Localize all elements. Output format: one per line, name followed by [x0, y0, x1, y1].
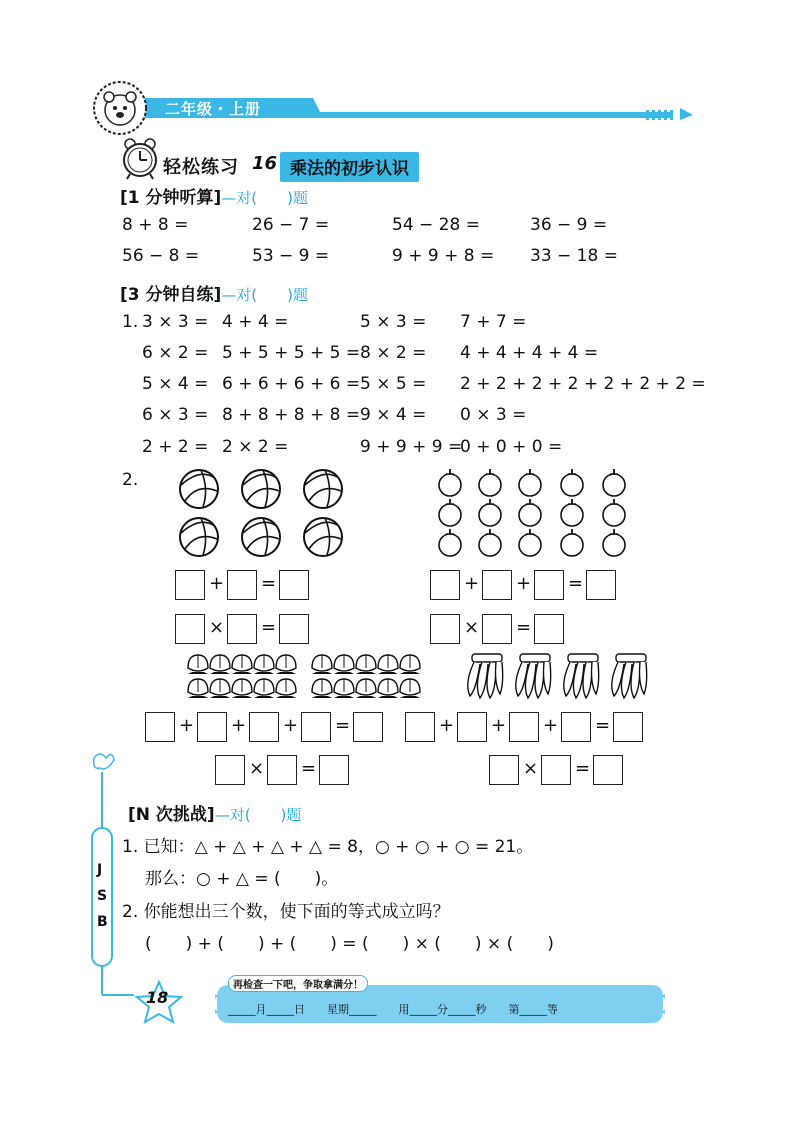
page-number: 18: [146, 988, 169, 1007]
self-eq: 2 + 2 + 2 + 2 + 2 + 2 + 2 =: [460, 374, 706, 394]
footer-date-line: _____月_____日 星期_____ 用_____分_____秒 第_____等: [228, 1003, 558, 1016]
answer-box[interactable]: [534, 614, 564, 644]
self-eq: 5 × 4 =: [142, 374, 209, 394]
answer-box[interactable]: [175, 614, 205, 644]
bananas-group: [462, 652, 652, 702]
plus-sign: +: [231, 715, 247, 736]
section-challenge-score: —对( )题: [214, 806, 302, 824]
listen-eq: 56 − 8 =: [122, 246, 200, 266]
question-1-label: 1.: [122, 312, 139, 332]
answer-box[interactable]: [197, 712, 227, 742]
section-self-score: —对( )题: [221, 286, 309, 304]
self-eq: 3 × 3 =: [142, 312, 209, 332]
answer-box[interactable]: [509, 712, 539, 742]
self-eq: 2 + 2 =: [142, 437, 209, 457]
answer-box[interactable]: [279, 614, 309, 644]
answer-box[interactable]: [430, 570, 460, 600]
self-eq: 2 × 2 =: [222, 437, 289, 457]
self-eq: 8 + 8 + 8 + 8 =: [222, 405, 361, 425]
self-eq: 5 × 3 =: [360, 312, 427, 332]
self-eq: 9 + 9 + 9 =: [360, 437, 463, 457]
challenge-q1-answer: 那么：○ + △ = ( )。: [145, 869, 339, 889]
section-listen: [120, 183, 308, 208]
answer-box[interactable]: [301, 712, 331, 742]
lesson-label: 轻松练习: [163, 157, 239, 178]
answer-box[interactable]: [489, 755, 519, 785]
question-2-label: 2.: [122, 470, 139, 490]
plus-sign: +: [209, 573, 225, 594]
times-sign: ×: [249, 758, 265, 779]
answer-box[interactable]: [227, 570, 257, 600]
self-eq: 0 × 3 =: [460, 405, 527, 425]
section-self: [120, 280, 308, 305]
challenge-q1: 1. 已知：△ + △ + △ + △ = 8，○ + ○ + ○ = 21。: [122, 837, 534, 857]
grade-title: 二年级・上册: [165, 100, 262, 118]
answer-box[interactable]: [405, 712, 435, 742]
answer-box[interactable]: [227, 614, 257, 644]
side-decoration: [84, 750, 134, 1020]
equals-sign: =: [261, 617, 277, 638]
side-letter: J: [97, 862, 103, 878]
footer-tip: 再检查一下吧，争取拿满分！: [228, 975, 368, 992]
answer-box[interactable]: [279, 570, 309, 600]
self-eq: 0 + 0 + 0 =: [460, 437, 563, 457]
answer-box[interactable]: [613, 712, 643, 742]
equals-sign: =: [301, 758, 317, 779]
answer-box[interactable]: [534, 570, 564, 600]
self-eq: 5 × 5 =: [360, 374, 427, 394]
times-sign: ×: [464, 617, 480, 638]
plus-sign: +: [464, 573, 480, 594]
challenge-q2-equation: ( ) + ( ) + ( ) = ( ) × ( ) × ( ): [145, 934, 554, 954]
self-eq: 6 × 2 =: [142, 343, 209, 363]
side-letter: S: [97, 888, 108, 904]
section-self-title: [3 分钟自练]: [120, 285, 222, 305]
plus-sign: +: [543, 715, 559, 736]
answer-box[interactable]: [541, 755, 571, 785]
answer-box[interactable]: [561, 712, 591, 742]
balls-group: [170, 465, 350, 560]
listen-eq: 26 − 7 =: [252, 215, 330, 235]
answer-box[interactable]: [215, 755, 245, 785]
answer-box[interactable]: [267, 755, 297, 785]
self-eq: 5 + 5 + 5 + 5 =: [222, 343, 361, 363]
answer-box[interactable]: [145, 712, 175, 742]
lesson-number: 16: [252, 153, 278, 174]
plus-sign: +: [439, 715, 455, 736]
answer-box[interactable]: [593, 755, 623, 785]
listen-eq: 33 − 18 =: [530, 246, 618, 266]
self-eq: 7 + 7 =: [460, 312, 527, 332]
challenge-q2: 2. 你能想出三个数，使下面的等式成立吗？: [122, 902, 450, 922]
equals-sign: =: [595, 715, 611, 736]
equals-sign: =: [516, 617, 532, 638]
answer-box[interactable]: [353, 712, 383, 742]
apples-group: [432, 465, 642, 560]
section-listen-score: —对( )题: [221, 189, 309, 207]
answer-box[interactable]: [482, 570, 512, 600]
self-eq: 8 × 2 =: [360, 343, 427, 363]
answer-box[interactable]: [319, 755, 349, 785]
answer-box[interactable]: [430, 614, 460, 644]
times-sign: ×: [523, 758, 539, 779]
answer-box[interactable]: [457, 712, 487, 742]
side-letter: B: [97, 914, 108, 930]
section-challenge: [128, 800, 301, 825]
answer-box[interactable]: [482, 614, 512, 644]
listen-eq: 53 − 9 =: [252, 246, 330, 266]
peaches-group: [184, 650, 424, 700]
answer-box[interactable]: [175, 570, 205, 600]
alarm-clock-icon: [120, 136, 160, 180]
listen-eq: 9 + 9 + 8 =: [392, 246, 495, 266]
self-eq: 4 + 4 + 4 + 4 =: [460, 343, 599, 363]
self-eq: 4 + 4 =: [222, 312, 289, 332]
equals-sign: =: [575, 758, 591, 779]
listen-eq: 8 + 8 =: [122, 215, 189, 235]
equals-sign: =: [335, 715, 351, 736]
times-sign: ×: [209, 617, 225, 638]
plus-sign: +: [516, 573, 532, 594]
self-eq: 6 × 3 =: [142, 405, 209, 425]
equals-sign: =: [261, 573, 277, 594]
plus-sign: +: [179, 715, 195, 736]
equals-sign: =: [568, 573, 584, 594]
self-eq: 9 × 4 =: [360, 405, 427, 425]
lesson-topic: 乘法的初步认识: [280, 152, 419, 182]
section-listen-title: [1 分钟听算]: [120, 188, 222, 208]
answer-box[interactable]: [586, 570, 616, 600]
answer-box[interactable]: [249, 712, 279, 742]
section-challenge-title: [N 次挑战]: [128, 805, 215, 825]
listen-eq: 36 − 9 =: [530, 215, 608, 235]
listen-eq: 54 − 28 =: [392, 215, 480, 235]
self-eq: 6 + 6 + 6 + 6 =: [222, 374, 361, 394]
plus-sign: +: [283, 715, 299, 736]
plus-sign: +: [491, 715, 507, 736]
bear-mascot-icon: [92, 80, 148, 136]
